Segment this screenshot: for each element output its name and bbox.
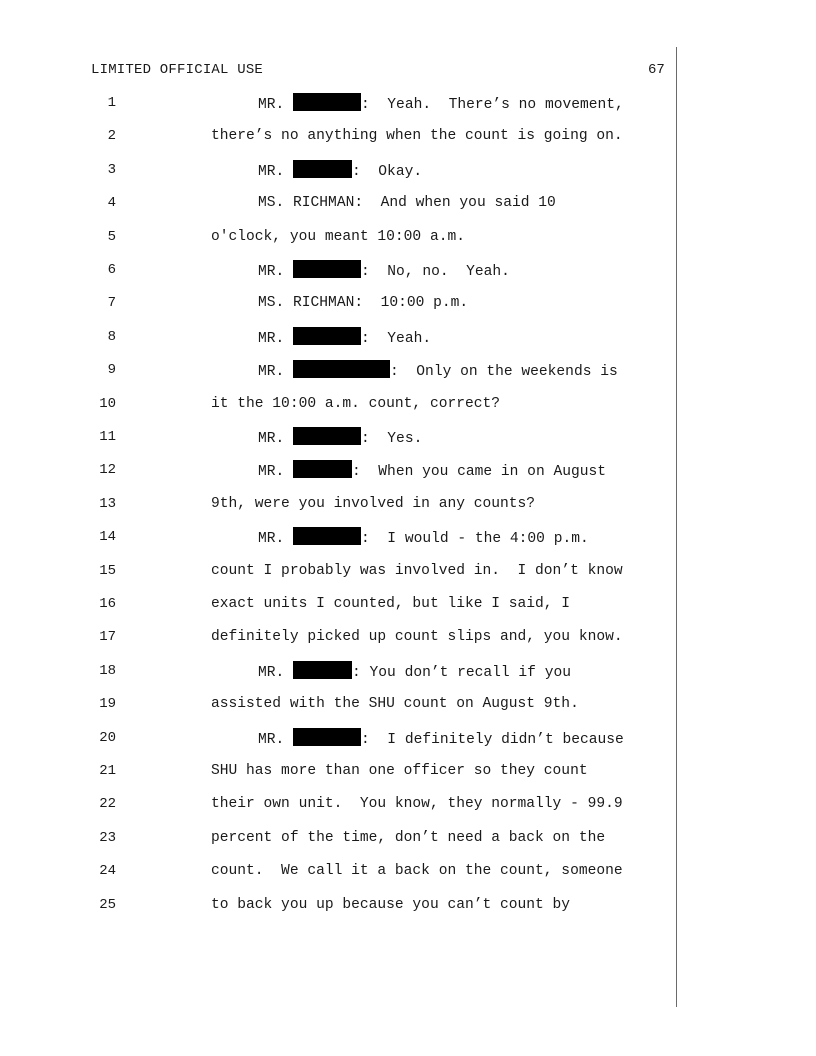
speaker-prefix: MR. [258, 330, 294, 347]
redaction-box [293, 527, 361, 545]
speech-text: : No, no. Yeah. [361, 264, 510, 280]
speech-text: : I would - the 4:00 p.m. [361, 531, 589, 548]
transcript-line [0, 126, 816, 146]
line-text: count. We call it a back on the count, someone [211, 863, 623, 880]
speaker-prefix: MR. [258, 364, 294, 381]
line-number: 11 [99, 429, 116, 445]
line-text [258, 728, 624, 750]
line-number: 18 [99, 662, 116, 679]
line-text [258, 327, 431, 349]
transcript-line [0, 728, 816, 748]
line-number: 21 [99, 763, 116, 779]
line-text: SHU has more than one officer so they count [211, 763, 588, 779]
line-number: 15 [99, 562, 116, 579]
transcript-line [0, 427, 816, 447]
classification-header: LIMITED OFFICIAL USE [91, 62, 264, 78]
line-text [258, 661, 571, 683]
transcript-line [0, 494, 816, 514]
redaction-box [293, 360, 390, 378]
redaction-box [293, 460, 352, 478]
line-number: 23 [99, 829, 116, 846]
transcript-line [0, 327, 816, 347]
line-number: 16 [99, 596, 116, 612]
line-text [258, 427, 422, 449]
line-number: 13 [99, 495, 116, 512]
speech-text: : Only on the weekends is [390, 364, 618, 381]
line-number: 20 [99, 729, 116, 746]
line-number: 25 [99, 896, 116, 913]
transcript-line [0, 227, 816, 247]
redaction-box [293, 661, 352, 679]
speaker-prefix: MR. [258, 264, 294, 280]
line-number: 3 [107, 161, 116, 178]
line-text: their own unit. You know, they normally - 99.9 [211, 796, 623, 813]
transcript-line [0, 561, 816, 581]
redaction-box [293, 728, 361, 746]
transcript-line [0, 828, 816, 848]
line-text: definitely picked up count slips and, you know. [211, 629, 623, 646]
line-number: 9 [107, 362, 116, 379]
line-text: percent of the time, don’t need a back on the [211, 829, 606, 846]
transcript-line [0, 360, 816, 380]
transcript-line [0, 260, 816, 280]
line-text: assisted with the SHU count on August 9th. [211, 696, 579, 713]
line-text: MS. RICHMAN: 10:00 p.m. [258, 295, 469, 312]
line-number: 6 [107, 262, 116, 278]
speech-text: : Yeah. There’s no movement, [361, 97, 624, 113]
speech-text: : Yeah. [361, 330, 432, 347]
transcript-line [0, 460, 816, 480]
speech-text: : You don’t recall if you [352, 664, 571, 681]
transcript-line [0, 861, 816, 881]
line-number: 7 [107, 295, 116, 312]
speaker-prefix: MR. [258, 731, 294, 748]
transcript-line [0, 160, 816, 180]
transcript-line [0, 394, 816, 414]
line-text [258, 460, 606, 482]
speaker-prefix: MR. [258, 431, 294, 447]
redaction-box [293, 327, 361, 345]
line-text: o'clock, you meant 10:00 a.m. [211, 228, 465, 245]
line-text [258, 527, 589, 549]
line-number: 10 [99, 395, 116, 412]
redaction-box [293, 260, 361, 278]
line-text [258, 93, 624, 115]
redaction-box [293, 160, 352, 178]
line-text [258, 260, 510, 282]
transcript-line [0, 527, 816, 547]
transcript-line [0, 694, 816, 714]
speech-text: : When you came in on August [352, 464, 607, 481]
line-number: 14 [99, 529, 116, 546]
line-text: count I probably was involved in. I don’t know [211, 562, 623, 579]
line-number: 5 [107, 228, 116, 245]
line-text: there’s no anything when the count is going on. [211, 128, 623, 145]
line-number: 2 [107, 128, 116, 145]
line-number: 22 [99, 796, 116, 813]
transcript-line [0, 193, 816, 213]
speaker-prefix: MR. [258, 163, 294, 180]
speaker-prefix: MR. [258, 97, 294, 113]
speech-text: : Yes. [361, 431, 423, 447]
line-number: 24 [99, 863, 116, 880]
line-text: MS. RICHMAN: And when you said 10 [258, 195, 556, 212]
speech-text: : I definitely didn’t because [361, 731, 624, 748]
redaction-box [293, 427, 361, 445]
speech-text: : Okay. [352, 163, 423, 180]
line-number: 8 [107, 328, 116, 345]
speaker-prefix: MR. [258, 464, 294, 481]
line-number: 4 [107, 195, 116, 212]
line-number: 12 [99, 462, 116, 479]
line-text [258, 160, 422, 182]
line-text: to back you up because you can’t count by [211, 896, 571, 913]
line-text [258, 360, 618, 382]
transcript-line [0, 627, 816, 647]
line-number: 17 [99, 629, 116, 646]
transcript-line [0, 761, 816, 781]
line-number: 1 [107, 95, 116, 111]
transcript-line [0, 93, 816, 113]
line-text: exact units I counted, but like I said, I [211, 596, 571, 612]
transcript-line [0, 293, 816, 313]
line-number: 19 [99, 696, 116, 713]
speaker-prefix: MR. [258, 531, 294, 548]
transcript-line [0, 895, 816, 915]
redaction-box [293, 93, 361, 111]
line-text: 9th, were you involved in any counts? [211, 495, 536, 512]
page-number: 67 [648, 62, 665, 78]
transcript-line [0, 661, 816, 681]
transcript-line [0, 794, 816, 814]
line-text: it the 10:00 a.m. count, correct? [211, 395, 501, 412]
transcript-line [0, 594, 816, 614]
speaker-prefix: MR. [258, 664, 294, 681]
